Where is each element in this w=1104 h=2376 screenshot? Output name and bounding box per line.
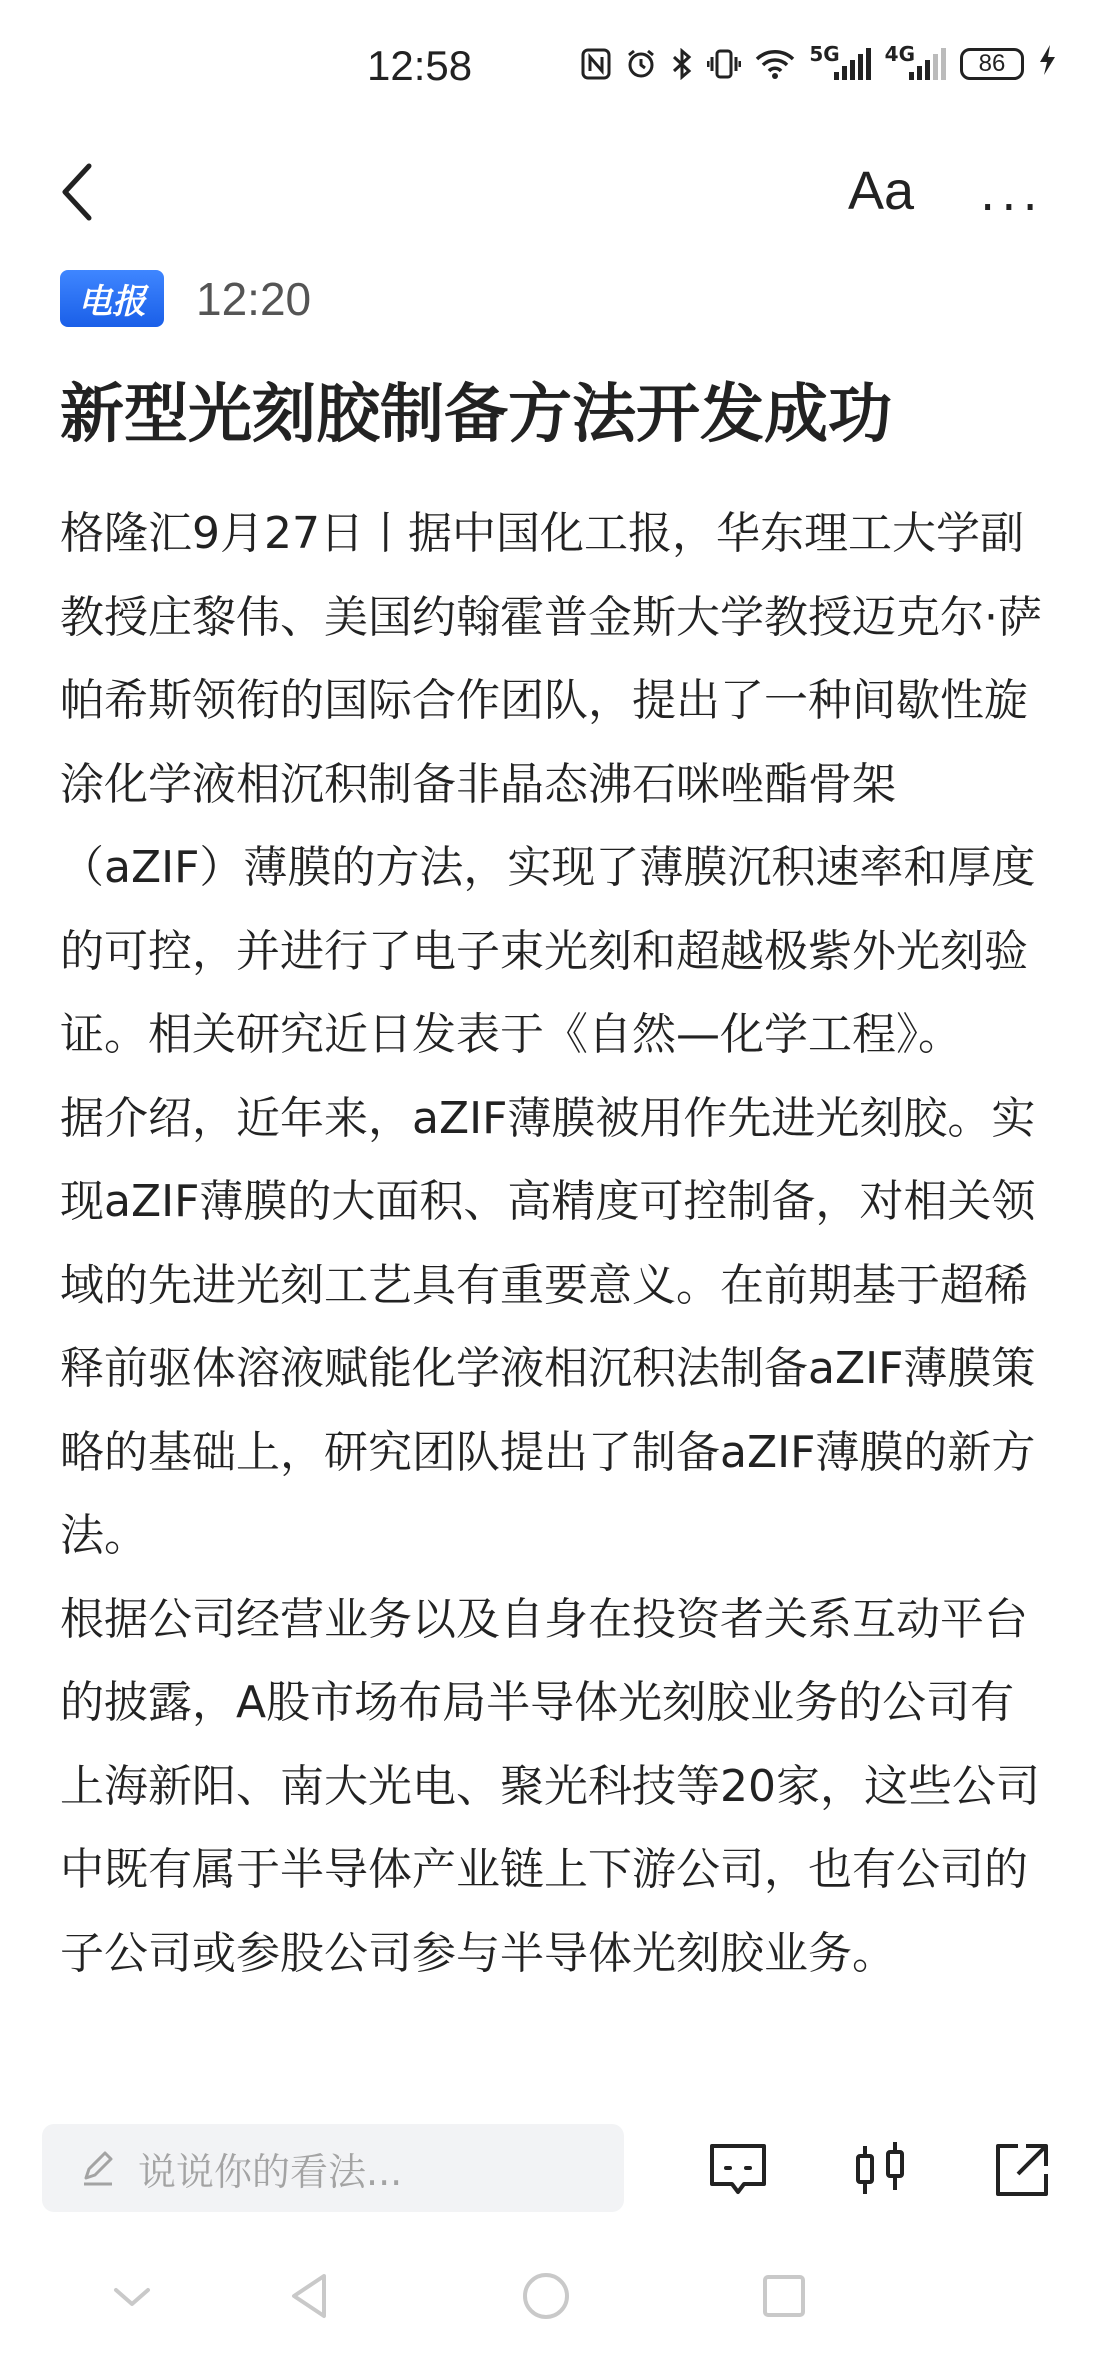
article-paragraph: 根据公司经营业务以及自身在投资者关系互动平台的披露，A股市场布局半导体光刻胶业务的公司有上海新阳、南大光电、聚光科技等20家，这些公司中既有属于半导体产业链上下游公司，也有公司的子公司或参股公司参与半导体光刻胶业务。 xyxy=(60,1593,1040,1979)
status-time: 12:58 xyxy=(367,42,473,89)
status-icons xyxy=(581,44,1056,84)
back-icon xyxy=(55,160,99,224)
back-triangle-icon xyxy=(284,2270,336,2322)
recents-square-icon xyxy=(758,2270,810,2322)
system-navigation-bar xyxy=(0,2260,1104,2340)
alarm-icon xyxy=(625,48,657,80)
article-paragraph: 据介绍，近年来，aZIF薄膜被用作先进光刻胶。实现aZIF薄膜的大面积、高精度可控制备，对相关领域的先进光刻工艺具有重要意义。在前期基于超稀释前驱体溶液赋能化学液相沉积法制备aZIF薄膜策略的基础上，研究团队提出了制备aZIF薄膜的新方法。 xyxy=(60,1092,1036,1561)
nfc-icon xyxy=(581,48,611,80)
bottom-toolbar xyxy=(0,2118,1104,2218)
system-home-button[interactable] xyxy=(520,2270,572,2322)
signal-5g-icon: 5G xyxy=(809,48,870,80)
article-paragraph: 格隆汇9月27日丨据中国化工报，华东理工大学副教授庄黎伟、美国约翰霍普金斯大学教授迈克尔·萨帕希斯领衔的国际合作团队，提出了一种间歇性旋涂化学液相沉积制备非晶态沸石咪唑酯骨架（aZIF）薄膜的方法，实现了薄膜沉积速率和厚度的可控，并进行了电子束光刻和超越极紫外光刻验证。相关研究近日发表于《自然—化学工程》。 xyxy=(60,508,1042,1060)
pen-icon xyxy=(78,2148,118,2188)
hide-keyboard-button[interactable] xyxy=(106,2270,158,2322)
candlestick-icon xyxy=(848,2138,912,2202)
telegraph-badge: 电报 xyxy=(60,270,164,327)
battery-icon: 86 xyxy=(960,48,1024,80)
charging-icon xyxy=(1038,44,1056,84)
home-circle-icon xyxy=(520,2270,572,2322)
share-button[interactable] xyxy=(990,2138,1054,2202)
comment-button[interactable] xyxy=(706,2138,770,2202)
share-icon xyxy=(990,2138,1054,2202)
comment-input[interactable] xyxy=(42,2124,624,2212)
more-options-button[interactable]: ··· xyxy=(980,180,1044,236)
system-back-button[interactable] xyxy=(284,2270,336,2322)
bluetooth-icon xyxy=(671,48,693,80)
back-button[interactable] xyxy=(55,160,115,240)
article-title: 新型光刻胶制备方法开发成功 xyxy=(60,378,892,452)
top-nav-bar xyxy=(0,150,1104,250)
signal-4g-icon: 4G xyxy=(885,48,946,80)
comment-icon xyxy=(706,2138,770,2202)
stock-chart-button[interactable] xyxy=(848,2138,912,2202)
comment-placeholder: 说说你的看法... xyxy=(138,2149,403,2194)
article-body xyxy=(60,492,1050,2090)
status-bar xyxy=(0,0,1104,130)
hide-keyboard-icon xyxy=(106,2270,158,2322)
wifi-icon xyxy=(755,48,795,80)
font-size-button[interactable]: Aa xyxy=(848,161,915,221)
system-recents-button[interactable] xyxy=(758,2270,810,2322)
vibrate-icon xyxy=(707,48,741,80)
article-meta xyxy=(60,270,311,327)
article-time: 12:20 xyxy=(196,272,312,325)
